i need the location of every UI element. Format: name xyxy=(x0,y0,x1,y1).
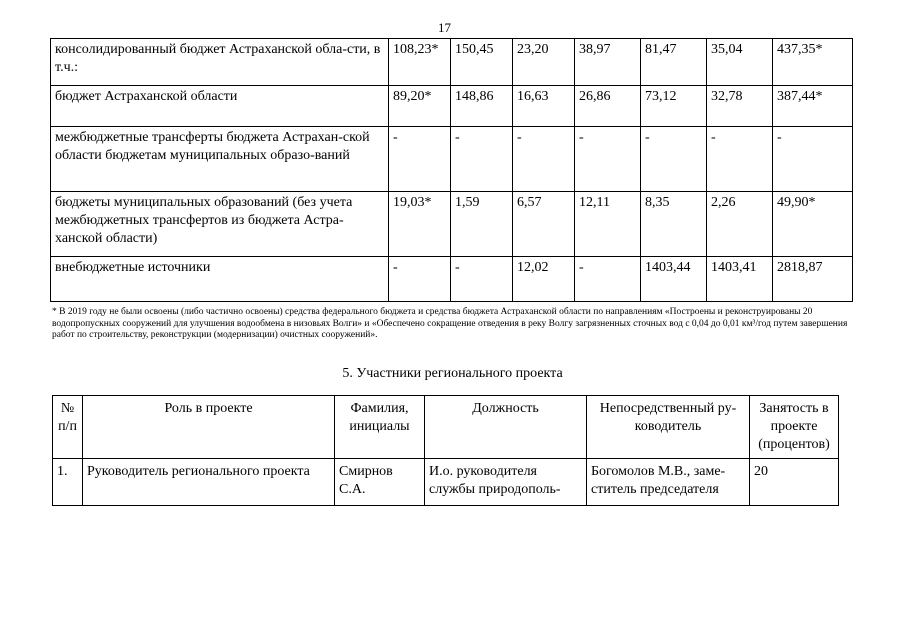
participants-cell: И.о. руководителя службы природополь- xyxy=(425,459,587,506)
finance-cell: 81,47 xyxy=(641,39,707,86)
finance-cell: 12,02 xyxy=(513,257,575,302)
finance-cell: - xyxy=(389,257,451,302)
finance-cell: 1403,41 xyxy=(707,257,773,302)
participants-cell: 1. xyxy=(53,459,83,506)
finance-cell: 108,23* xyxy=(389,39,451,86)
finance-cell: 1,59 xyxy=(451,192,513,257)
finance-row-name: бюджет Астраханской области xyxy=(51,86,389,127)
page-number: 17 xyxy=(438,20,451,35)
table-header-row xyxy=(53,396,839,459)
section-title: 5. Участники регионального проекта xyxy=(342,366,563,381)
participants-header-cell: Непосредственный ру-ководитель xyxy=(587,396,750,459)
footnote: * В 2019 году не были освоены (либо частично освоены) средства федерального бюджета и средства бюджета Астраханской области по направлениям «Построены и реконструированы 20 водопропускных сооружений для улучшения водообмена в низовьях Волги» и «Обеспечено сокращение отведения в реку Волгу загрязненных сточных вод с 0,04 до 0,01 км³/год путем завершения работ по строительству, реконструкции (модернизации) очистных сооружений». xyxy=(52,307,848,340)
participants-header-cell: Фамилия, инициалы xyxy=(335,396,425,459)
participants-header-cell: Занятость в проекте (процентов) xyxy=(750,396,839,459)
finance-row xyxy=(51,192,853,257)
participants-table xyxy=(52,395,839,506)
participants-cell: Богомолов М.В., заме-ститель председателя xyxy=(587,459,750,506)
participants-cell: 20 xyxy=(750,459,839,506)
finance-cell: 2,26 xyxy=(707,192,773,257)
participants-header-cell: Должность xyxy=(425,396,587,459)
finance-row xyxy=(51,257,853,302)
finance-cell: 73,12 xyxy=(641,86,707,127)
participants-cell: Смирнов С.А. xyxy=(335,459,425,506)
finance-row xyxy=(51,127,853,192)
finance-cell: - xyxy=(451,127,513,192)
finance-row xyxy=(51,86,853,127)
finance-cell: 26,86 xyxy=(575,86,641,127)
finance-row xyxy=(51,39,853,86)
finance-cell: 6,57 xyxy=(513,192,575,257)
participants-header-cell: № п/п xyxy=(53,396,83,459)
finance-cell: - xyxy=(707,127,773,192)
finance-cell: 8,35 xyxy=(641,192,707,257)
finance-cell: - xyxy=(773,127,853,192)
finance-cell: - xyxy=(575,257,641,302)
finance-cell: 387,44* xyxy=(773,86,853,127)
finance-cell: 150,45 xyxy=(451,39,513,86)
finance-cell: 35,04 xyxy=(707,39,773,86)
table-row xyxy=(53,459,839,506)
finance-table xyxy=(50,38,853,302)
finance-row-name: межбюджетные трансферты бюджета Астрахан-ской области бюджетам муниципальных образо-ваний xyxy=(51,127,389,192)
finance-cell: - xyxy=(513,127,575,192)
finance-cell: 148,86 xyxy=(451,86,513,127)
finance-row-name: внебюджетные источники xyxy=(51,257,389,302)
finance-cell: 38,97 xyxy=(575,39,641,86)
finance-cell: 437,35* xyxy=(773,39,853,86)
finance-cell: 89,20* xyxy=(389,86,451,127)
participants-header-cell: Роль в проекте xyxy=(83,396,335,459)
finance-cell: 12,11 xyxy=(575,192,641,257)
finance-cell: 32,78 xyxy=(707,86,773,127)
participants-cell: Руководитель регионального проекта xyxy=(83,459,335,506)
finance-cell: 23,20 xyxy=(513,39,575,86)
finance-cell: - xyxy=(451,257,513,302)
finance-cell: 19,03* xyxy=(389,192,451,257)
finance-row-name: консолидированный бюджет Астраханской обла-сти, в т.ч.: xyxy=(51,39,389,86)
finance-cell: - xyxy=(641,127,707,192)
finance-row-name: бюджеты муниципальных образований (без учета межбюджетных трансфертов из бюджета Астра-ханской области) xyxy=(51,192,389,257)
finance-cell: 2818,87 xyxy=(773,257,853,302)
finance-cell: 49,90* xyxy=(773,192,853,257)
finance-cell: - xyxy=(389,127,451,192)
finance-cell: 16,63 xyxy=(513,86,575,127)
finance-cell: - xyxy=(575,127,641,192)
finance-cell: 1403,44 xyxy=(641,257,707,302)
